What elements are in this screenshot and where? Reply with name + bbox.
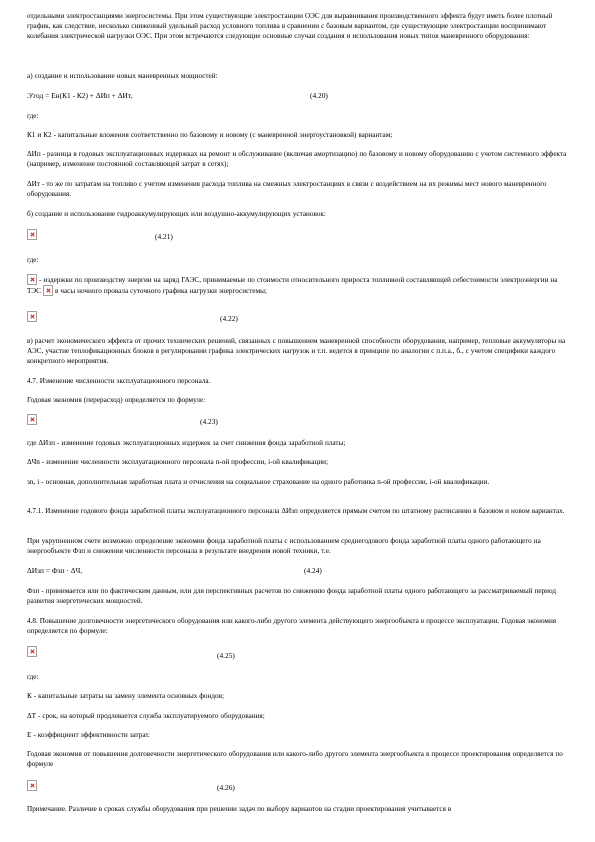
paragraph-fzp: Фзп - принимается или по фактическим данным, или для перспективных расчетов по снижению фонда заработной платы одного работающего за рассматриваемый период развития энергетических мощностей. [27,587,557,605]
broken-image-icon [43,285,53,296]
paragraph-delta-chn: ΔЧn - изменение численности эксплуатационного персонала n-ой профессии, i-ой квалификации; [27,458,329,466]
broken-image-icon [27,311,37,322]
paragraph-k: К - капитальные затраты на замену элемента основных фондов; [27,692,224,700]
equation-number-4-24: (4.24) [304,566,322,575]
paragraph-note: Примечание. Различие в сроках службы оборудования при решении задач по выбору вариантов на стадии проектирования учитывается в [27,805,452,813]
paragraph-zn-i: зn, i - основная, дополнительная заработная плата и отчисления на социальное страхование на одного работника n-ой профессии, i-ой квалификации. [27,478,490,486]
broken-image-icon [27,646,37,657]
paragraph-annual-savings: Годовая экономия (перерасход) определяется по формуле: [27,396,206,404]
paragraph-delta-t: ΔТ - срок, на который продлевается служба эксплуатируемого оборудования; [27,712,265,720]
paragraph-gaes-text: - издержки по производству энергии на заряд ГАЭС, принимаемые по стоимости относительного прироста топливной составляющей себестоимости электроэнергии на ТЭС [27,276,558,295]
equation-number-4-23: (4.23) [200,417,218,426]
broken-image-icon [27,274,37,285]
paragraph-gaes-costs [27,274,572,296]
broken-image-icon [27,229,37,240]
where-label-1: где: [27,112,39,120]
paragraph-case-c: в) расчет экономического эффекта от прочих технических решений, связанных с повышением маневренной способности оборудования, например, тепловые аккумуляторы на АЭС, участие теплофикационных блоков в регулировании графика электрических нагрузок и т.п. ведется в принципе по аналогии с п.п.а., б., с учетом специфики каждого конкретного мероприятия. [27,337,566,365]
paragraph-delta-izp: где ΔИзп - изменение годовых эксплуатационных издержек за счет снижения фонда заработной платы; [27,439,346,447]
paragraph-delta-it: ΔИт - то же по затратам на топливо с учетом изменения расхода топлива на смежных электростанциях в связи с воздействием на их режимы мест нового маневренного оборудования. [27,180,547,198]
broken-image-icon [27,780,37,791]
paragraph-design-savings: Годовая экономия от повышения долговечности энергетического оборудования или какого-либо другого элемента энергообъекта в процессе проектирования определяется по формуле [27,750,563,768]
equation-number-4-26: (4.26) [217,783,235,792]
paragraph-case-a: а) создание и использование новых маневренных мощностей: [27,72,218,80]
where-label-3: где: [27,673,39,681]
paragraph-4-7-1: 4.7.1. Изменение годового фонда заработной платы эксплуатационного персонала ΔИзп определяется прямым счетом по штатному расписанию в базовом и новом вариантах. [27,507,565,515]
formula-4-20: Э'год = Ен(К1 - К2) + ΔИп + ΔИт, [27,91,133,100]
paragraph-case-b: б) создание и использование гидроаккумулирующих или воздушно-аккумулирующих установок: [27,210,326,218]
paragraph-e: Е - коэффициент эффективности затрат. [27,731,150,739]
paragraph-intro: отдельными электростанциями энергосистемы. При этом существующие электростанции ОЭС для выравнивания производственного эффекта будут иметь более плотный график, как следствие, несколько сниженный удельный расход условного топлива в сравнении с базовым вариантом, где существующие электростанции воспринимают колебания электрической нагрузки ОЭС. При этом встречаются следующие основные случаи создания и использования новых типов маневренного оборудования: [27,12,553,40]
paragraph-k1-k2: К1 и К2 - капитальные вложения соответственно по базовому и новому (с маневренной энергоустановкой) вариантам; [27,131,393,139]
equation-number-4-25: (4.25) [217,651,235,660]
section-4-7-heading: 4.7. Изменение численности эксплуатационного персонала. [27,377,211,385]
where-label-2: где: [27,256,39,264]
equation-number-4-21: (4.21) [155,232,173,241]
broken-image-icon [27,414,37,425]
equation-number-4-22: (4.22) [220,314,238,323]
equation-number-4-20: (4.20) [310,91,328,100]
formula-4-24: ΔИзп = Фзп · ΔЧ, [27,566,83,575]
paragraph-delta-ip: ΔИп - разница в годовых эксплуатационных издержках на ремонт и обслуживание (включая амортизацию) по базовому и новому оборудованию с учетом системного эффекта (например, изменение постоянной составляющей затрат в сетях); [27,150,567,168]
section-4-8-heading: 4.8. Повышение долговечности энергетического оборудования или какого-либо другого элемента действующего энергообъекта в процессе эксплуатации. Годовая экономия определяется по формуле: [27,617,557,635]
paragraph-gaes-text-end: в часы ночного провала суточного графика нагрузки энергосистемы; [54,287,267,295]
paragraph-enlarged-calc: При укрупненном счете возможно определение экономии фонда заработной платы с использованием среднегодового фонда заработной платы одного работающего на энергообъекте Фзп и снижения численности персонала в результате внедрения новой техники, т.е. [27,537,541,555]
